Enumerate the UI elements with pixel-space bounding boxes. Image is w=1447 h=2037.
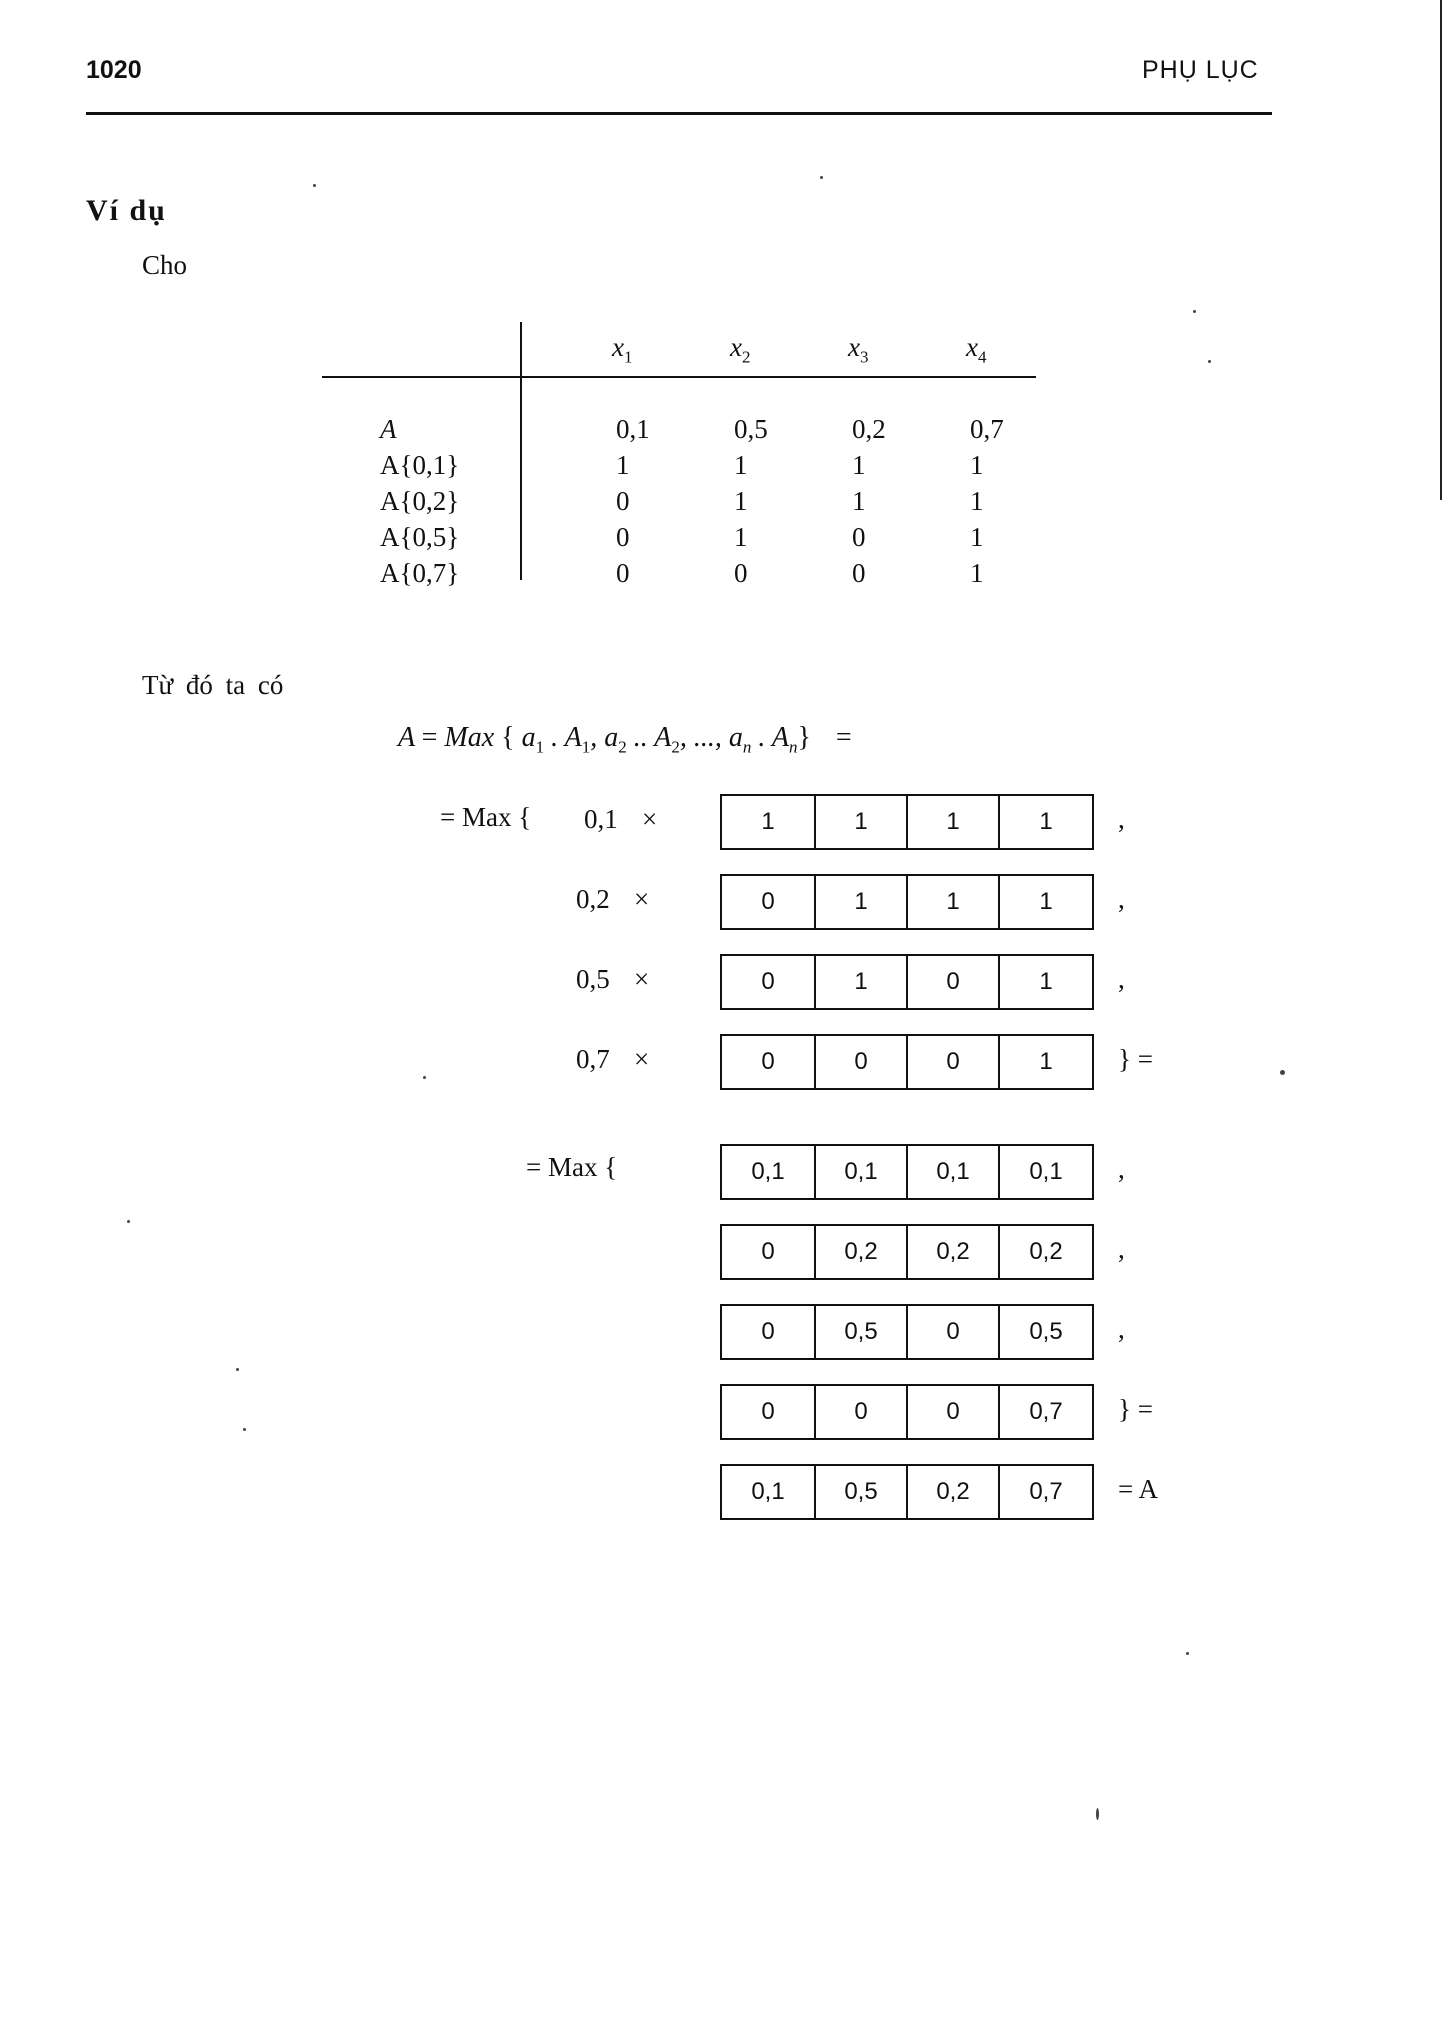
vector-separator: = A xyxy=(1118,1474,1158,1504)
vector-cell: 0,5 xyxy=(814,1306,906,1358)
table-cell: 1 xyxy=(734,522,748,552)
scan-speck xyxy=(423,1076,426,1079)
scan-speck xyxy=(127,1220,130,1223)
vector-cell: 0 xyxy=(761,1048,775,1075)
coefficient: 0,5 xyxy=(576,964,610,994)
step1-prefix: = Max { xyxy=(440,802,532,832)
table-cell: 1 xyxy=(734,450,748,480)
vector-cell: 1 xyxy=(998,956,1092,1008)
cut-vector xyxy=(720,874,1094,930)
vector-separator: , xyxy=(1118,804,1125,834)
cut-vector xyxy=(720,1034,1094,1090)
vector-cell: 0,2 xyxy=(998,1226,1092,1278)
vector-separator: , xyxy=(1118,884,1125,914)
result-vector xyxy=(720,1464,1094,1520)
column-header-x3: $x_3$ xyxy=(848,332,869,367)
vector-cell: 0,5 xyxy=(998,1306,1092,1358)
times-sign: × xyxy=(634,964,650,994)
scan-speck xyxy=(236,1368,239,1371)
cut-table xyxy=(322,322,1036,592)
times-sign: × xyxy=(642,804,658,834)
scan-speck xyxy=(313,184,316,187)
table-cell: 0,5 xyxy=(734,414,768,444)
vector-cell: 0,7 xyxy=(998,1386,1092,1438)
table-cell: 0 xyxy=(852,522,866,552)
column-header-x2: $x_2$ xyxy=(730,332,751,367)
vector-cell: 0,2 xyxy=(814,1226,906,1278)
coefficient: 0,1 xyxy=(584,804,618,834)
cut-vector xyxy=(720,954,1094,1010)
vector-cell: 1 xyxy=(814,956,906,1008)
result-intro: Từ đó ta có xyxy=(142,670,284,700)
table-cell: 0 xyxy=(852,558,866,588)
table-cell: 0,7 xyxy=(970,414,1004,444)
table-cell: 1 xyxy=(970,450,984,480)
vector-cell: 1 xyxy=(998,876,1092,928)
scan-speck xyxy=(243,1428,246,1431)
formula-lhs: A xyxy=(398,722,415,753)
vector-cell: 1 xyxy=(998,796,1092,848)
vector-cell: 1 xyxy=(814,796,906,848)
table-cell: 1 xyxy=(616,450,630,480)
vector-cell: 0 xyxy=(761,968,775,995)
scan-speck xyxy=(1280,1070,1285,1075)
vector-cell: 0,1 xyxy=(814,1146,906,1198)
union-formula: A = Max { $a_1$ . $A_1$, $a_2$ .. $A_2$, ..., $a_n$ . $A_n$} = xyxy=(398,722,852,757)
table-cell: 0 xyxy=(616,522,630,552)
header-rule xyxy=(86,112,1272,115)
intro-text: Cho xyxy=(142,250,188,280)
vector-cell: 0 xyxy=(906,1386,998,1438)
vector-cell: 0 xyxy=(906,956,998,1008)
product-vector xyxy=(720,1304,1094,1360)
vector-separator: , xyxy=(1118,1154,1125,1184)
cut-vector xyxy=(720,794,1094,850)
vector-separator: , xyxy=(1118,1234,1125,1264)
coefficient: 0,7 xyxy=(576,1044,610,1074)
column-header-x1: $x_1$ xyxy=(612,332,633,367)
vector-cell: 0,7 xyxy=(998,1466,1092,1518)
vector-cell: 1 xyxy=(761,808,775,835)
product-vector xyxy=(720,1384,1094,1440)
vector-cell: 0 xyxy=(761,1398,775,1425)
vector-cell: 0,5 xyxy=(814,1466,906,1518)
table-cell: 1 xyxy=(970,522,984,552)
vector-cell: 0 xyxy=(906,1036,998,1088)
step2-prefix: = Max { xyxy=(526,1152,618,1182)
table-row-label: A{0,5} xyxy=(380,522,460,552)
vector-cell: 0,1 xyxy=(751,1158,785,1185)
table-cell: 1 xyxy=(970,486,984,516)
section-heading: Ví dụ xyxy=(86,194,167,227)
vector-cell: 0,2 xyxy=(906,1226,998,1278)
vector-separator: } = xyxy=(1118,1044,1153,1074)
table-cell: 0 xyxy=(734,558,748,588)
vector-cell: 0 xyxy=(761,888,775,915)
table-cell: 0,2 xyxy=(852,414,886,444)
formula-max: Max xyxy=(444,722,495,753)
table-cell: 1 xyxy=(970,558,984,588)
vector-cell: 0 xyxy=(761,1318,775,1345)
scan-speck xyxy=(820,176,823,179)
product-vector xyxy=(720,1224,1094,1280)
vector-separator: , xyxy=(1118,1314,1125,1344)
table-cell: 1 xyxy=(734,486,748,516)
vector-cell: 0 xyxy=(814,1036,906,1088)
table-row-label: A{0,2} xyxy=(380,486,460,516)
vector-cell: 1 xyxy=(906,876,998,928)
table-cell: 1 xyxy=(852,486,866,516)
scan-speck xyxy=(1096,1808,1099,1820)
table-header-rule xyxy=(322,376,1036,378)
scan-speck xyxy=(1193,310,1196,313)
times-sign: × xyxy=(634,1044,650,1074)
table-cell: 0 xyxy=(616,486,630,516)
vector-cell: 0,1 xyxy=(998,1146,1092,1198)
vector-cell: 0 xyxy=(761,1238,775,1265)
vector-cell: 0,1 xyxy=(751,1478,785,1505)
table-cell: 0 xyxy=(616,558,630,588)
table-row-label: A{0,7} xyxy=(380,558,460,588)
product-vector xyxy=(720,1144,1094,1200)
table-cell: 0,1 xyxy=(616,414,650,444)
table-row-label: A{0,1} xyxy=(380,450,460,480)
vector-cell: 1 xyxy=(814,876,906,928)
coefficient: 0,2 xyxy=(576,884,610,914)
scan-speck xyxy=(1186,1652,1189,1655)
running-head: PHỤ LỤC xyxy=(1142,56,1259,84)
vector-cell: 1 xyxy=(998,1036,1092,1088)
vector-cell: 0 xyxy=(906,1306,998,1358)
table-vertical-rule xyxy=(520,322,522,580)
column-header-x4: $x_4$ xyxy=(966,332,987,367)
vector-separator: } = xyxy=(1118,1394,1153,1424)
vector-cell: 0,2 xyxy=(906,1466,998,1518)
formula-trailing-equals: = xyxy=(835,722,852,753)
table-row-label: A xyxy=(380,414,397,444)
vector-separator: , xyxy=(1118,964,1125,994)
table-cell: 1 xyxy=(852,450,866,480)
page-edge-line xyxy=(1440,0,1442,500)
vector-cell: 0 xyxy=(814,1386,906,1438)
times-sign: × xyxy=(634,884,650,914)
vector-cell: 0,1 xyxy=(906,1146,998,1198)
scan-speck xyxy=(1208,360,1211,363)
page-number: 1020 xyxy=(86,56,142,84)
vector-cell: 1 xyxy=(906,796,998,848)
